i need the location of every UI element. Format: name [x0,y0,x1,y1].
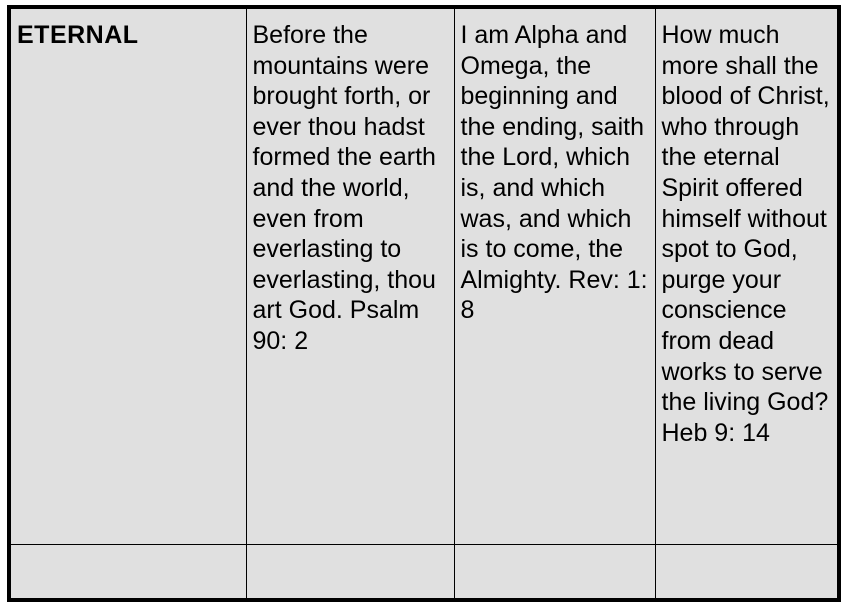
table-row [11,544,837,598]
table-row [11,9,837,544]
attribute-cell: ETERNAL [11,9,246,544]
empty-attribute-cell [11,544,246,598]
table-frame [7,5,841,602]
verse-cell-1: Before the mountains were brought forth, or ever thou hadst formed the earth and the world, even from everlasting to everlasting, thou art God. Psalm 90: 2 [246,9,454,544]
scripture-table [11,9,837,598]
verse-cell-2: I am Alpha and Omega, the beginning and the ending, saith the Lord, which is, and which was, and which is to come, the Almighty. Rev: 1: 8 [454,9,655,544]
empty-verse-cell-2 [454,544,655,598]
empty-verse-cell-3 [655,544,837,598]
verse-cell-3: How much more shall the blood of Christ, who through the eternal Spirit offered himself without spot to God, purge your conscience from dead works to serve the living God? Heb 9: 14 [655,9,837,544]
empty-verse-cell-1 [246,544,454,598]
